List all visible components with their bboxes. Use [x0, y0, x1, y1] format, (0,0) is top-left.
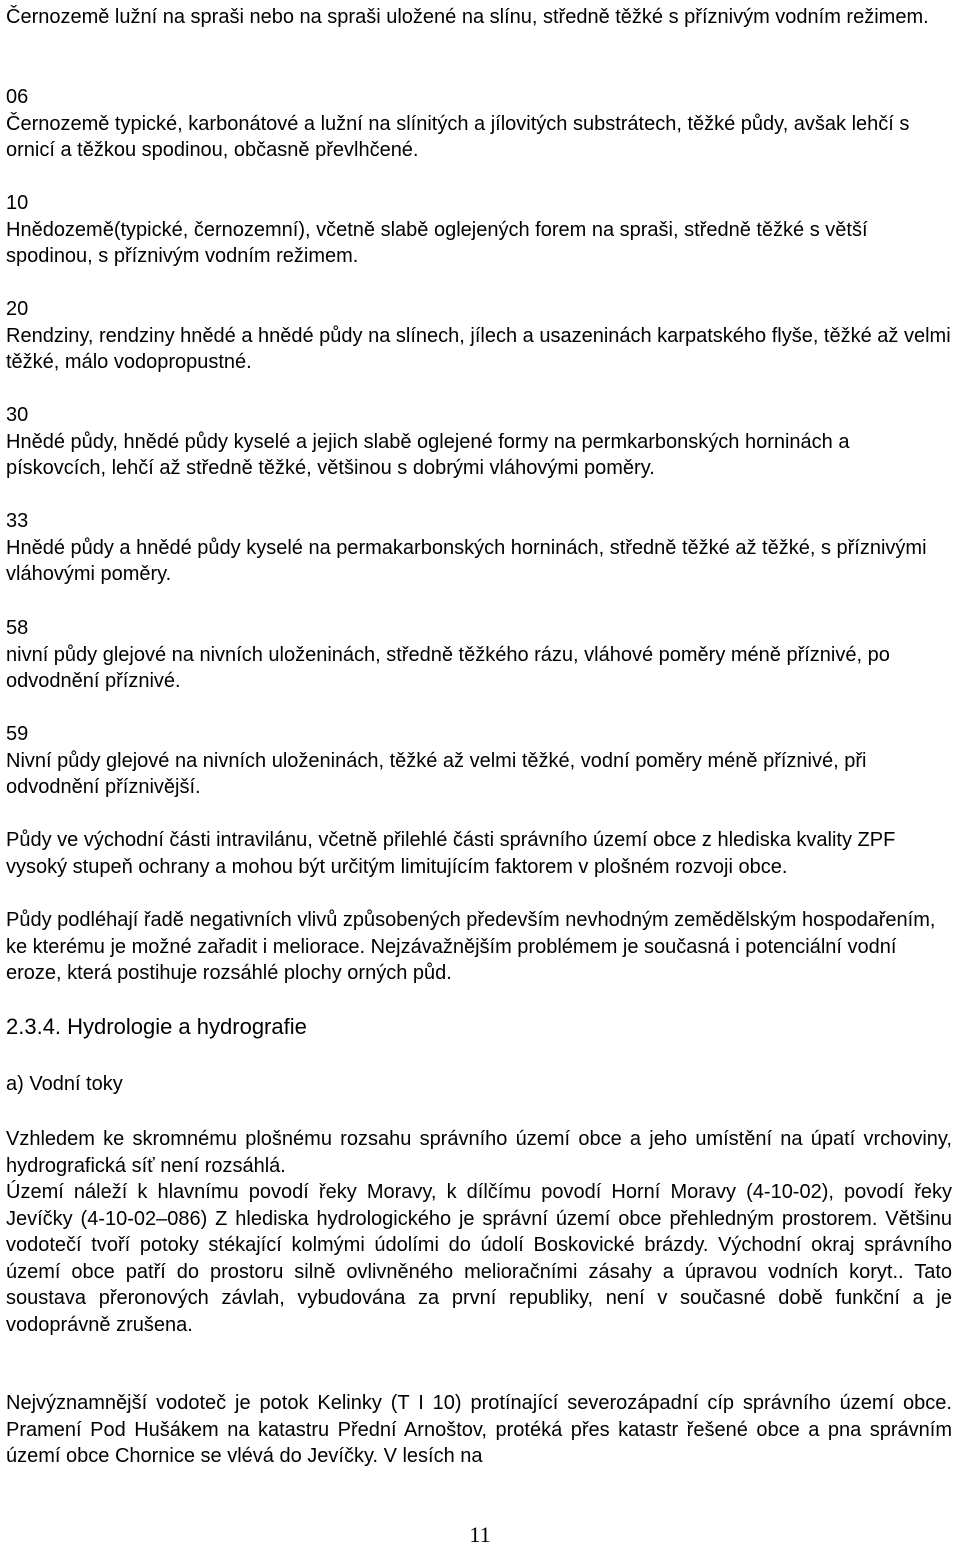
soil-description: Nivní půdy glejové na nivních uloženinách, těžké až velmi těžké, vodní poměry méně příznivé, při odvodnění příznivější. — [6, 749, 867, 798]
subsection-heading: a) Vodní toky — [6, 1073, 123, 1095]
soil-description: Hnědé půdy, hnědé půdy kyselé a jejich slabě oglejené formy na permkarbonských horninách a pískovcích, lehčí až středně těžké, většinou s dobrými vláhovými poměry. — [6, 430, 850, 479]
hydro-paragraph: Území náleží k hlavnímu povodí řeky Moravy, k dílčímu povodí Horní Moravy (4-10-02), povodí řeky Jevíčky (4-10-02–086) Z hlediska hydrologického je správní území obce přehledným prostorem. Většinu vodotečí tvoří potoky stékající kolmými údolími do údolí Boskovické brázdy. Východní okraj správního území obce patří do prostoru silně ovlivněného melioračními zásahy a úpravou vodních koryt.. Tato soustava přeronových závlah, vybudována za první republiky, není v současné době funkční a je vodoprávně zrušena. — [6, 1181, 952, 1336]
soil-description: Hnědé půdy a hnědé půdy kyselé na permakarbonských horninách, středně těžké až těžké, s příznivými vláhovými poměry. — [6, 536, 927, 585]
soil-description: Černozemě typické, karbonátové a lužní na slínitých a jílovitých substrátech, těžké půdy, avšak lehčí s ornicí a těžkou spodinou, občasně převlhčené. — [6, 112, 910, 161]
soil-code: 30 — [6, 404, 29, 426]
soil-protection-paragraph: Půdy ve východní části intravilánu, včetně přilehlé části správního území obce z hlediska kvality ZPF vysoký stupeň ochrany a mohou být určitým limitujícím faktorem v plošném rozvoji obce. — [6, 829, 896, 878]
soil-item — [6, 296, 952, 376]
soil-description: Hnědozemě(typické, černozemní), včetně slabě oglejených forem na spraši, středně těžké s větší spodinou, s příznivým vodním režimem. — [6, 218, 868, 267]
soil-item — [6, 402, 952, 482]
soil-description: nivní půdy glejové na nivních uloženinách, středně těžkého rázu, vláhové poměry méně příznivé, po odvodnění příznivé. — [6, 643, 890, 692]
page-number: 11 — [469, 1522, 491, 1547]
soil-code: 06 — [6, 86, 29, 108]
hydro-paragraph: Nejvýznamnější vodoteč je potok Kelinky (T I 10) protínající severozápadní cíp správního území obce. Pramení Pod Hušákem na katastru Přední Arnoštov, protéká přes katastr řešené obce a pna správním území obce Chornice se vlévá do Jevíčky. V lesích na — [6, 1392, 952, 1467]
soil-erosion-paragraph: Půdy podléhají řadě negativních vlivů způsobených především nevhodným zemědělským hospodařením, ke kterému je možné zařadit i meliorace. Nejzávažnějším problémem je současná i potenciální vodní eroze, která postihuje rozsáhlé plochy orných půd. — [6, 909, 936, 984]
soil-item — [6, 615, 952, 695]
soil-item — [6, 508, 952, 588]
soil-description: Rendziny, rendziny hnědé a hnědé půdy na slínech, jílech a usazeninách karpatského flyše, těžké až velmi těžké, málo vodopropustné. — [6, 324, 951, 373]
soil-intro-paragraph: Černozemě lužní na spraši nebo na spraši uložené na slínu, středně těžké s příznivým vodním režimem. — [6, 6, 929, 28]
soil-item — [6, 190, 952, 270]
soil-code: 33 — [6, 510, 29, 532]
soil-item — [6, 721, 952, 801]
soil-code: 10 — [6, 192, 29, 214]
section-heading: 2.3.4. Hydrologie a hydrografie — [6, 1014, 307, 1039]
soil-code: 59 — [6, 723, 29, 745]
soil-code: 58 — [6, 617, 29, 639]
hydro-paragraph: Vzhledem ke skromnému plošnému rozsahu správního území obce a jeho umístění na úpatí vrchoviny, hydrografická síť není rozsáhlá. — [6, 1128, 952, 1177]
soil-code: 20 — [6, 298, 29, 320]
soil-item — [6, 84, 952, 164]
